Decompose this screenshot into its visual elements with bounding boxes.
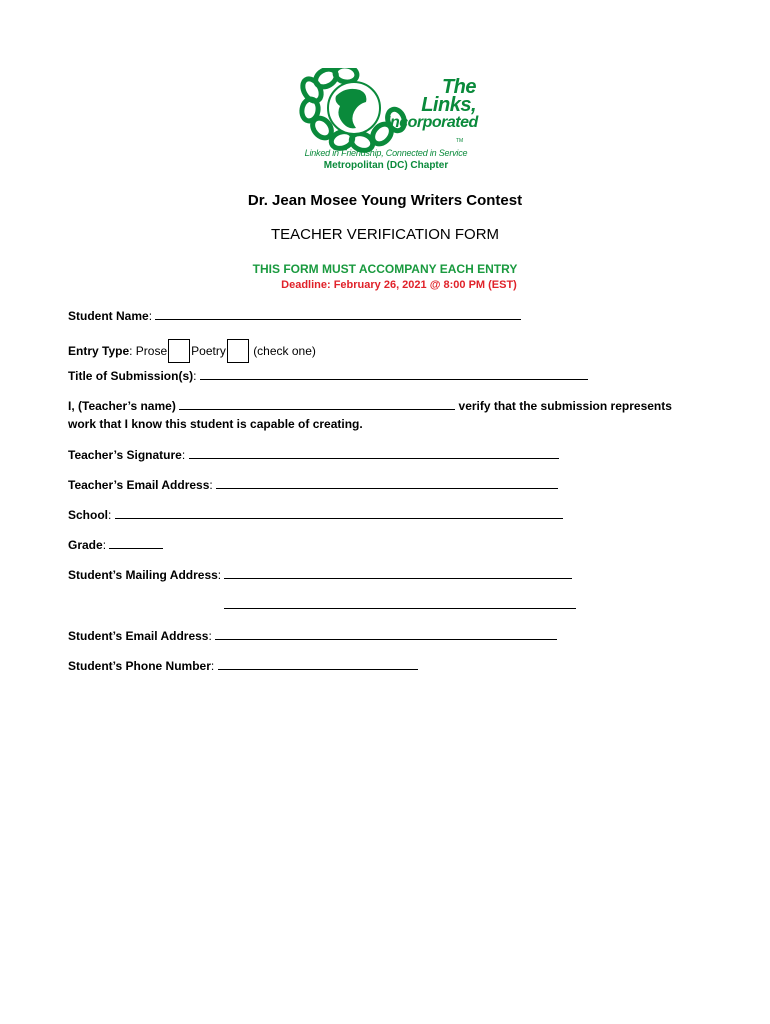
teacher-signature-row: Teacher’s Signature:	[68, 448, 559, 462]
poetry-checkbox[interactable]	[227, 339, 249, 363]
teacher-signature-field[interactable]	[189, 448, 559, 459]
trademark-mark: TM	[456, 138, 464, 144]
title-submission-field[interactable]	[200, 369, 588, 380]
logo-chapter: Metropolitan (DC) Chapter	[323, 160, 449, 171]
teacher-name-field[interactable]	[179, 399, 455, 410]
mailing-address-line2-row	[224, 598, 576, 612]
entry-type-row: Entry Type: Prose Poetry (check one)	[68, 339, 316, 363]
grade-label: Grade	[68, 538, 103, 552]
title-row: Title of Submission(s):	[68, 369, 588, 383]
logo-tagline: Linked in Friendship, Connected in Service	[304, 148, 468, 158]
grade-row: Grade:	[68, 538, 163, 552]
verify-text: verify that the submission represents	[458, 399, 672, 413]
mailing-address-row: Student’s Mailing Address:	[68, 568, 572, 582]
verify-text-line2: work that I know this student is capable of creating.	[68, 417, 363, 431]
accompany-notice: THIS FORM MUST ACCOMPANY EACH ENTRY	[252, 262, 518, 276]
form-title: TEACHER VERIFICATION FORM	[270, 226, 500, 243]
deadline-notice: Deadline: February 26, 2021 @ 8:00 PM (EST)	[281, 279, 517, 291]
student-email-row: Student’s Email Address:	[68, 629, 557, 643]
student-name-field[interactable]	[155, 309, 521, 320]
student-name-row: Student Name:	[68, 309, 521, 323]
school-row: School:	[68, 508, 563, 522]
mailing-address-field[interactable]	[224, 568, 572, 579]
student-phone-label: Student’s Phone Number	[68, 659, 211, 673]
poetry-label: Poetry	[191, 344, 226, 358]
mailing-address-field-line2[interactable]	[224, 598, 576, 609]
title-submission-label: Title of Submission(s)	[68, 369, 194, 383]
teacher-email-row: Teacher’s Email Address:	[68, 478, 558, 492]
school-field[interactable]	[115, 508, 563, 519]
student-phone-row: Student’s Phone Number:	[68, 659, 418, 673]
grade-field[interactable]	[109, 538, 163, 549]
teacher-signature-label: Teacher’s Signature	[68, 448, 182, 462]
prose-checkbox[interactable]	[168, 339, 190, 363]
prose-label: Prose	[135, 344, 168, 358]
teacher-name-row	[68, 399, 672, 413]
entry-type-label: Entry Type	[68, 344, 130, 358]
teacher-name-label: I, (Teacher’s name)	[68, 399, 176, 413]
teacher-email-label: Teacher’s Email Address	[68, 478, 210, 492]
logo-brand-text	[386, 78, 476, 132]
contest-title: Dr. Jean Mosee Young Writers Contest	[247, 192, 523, 209]
teacher-email-field[interactable]	[216, 478, 558, 489]
student-phone-field[interactable]	[218, 659, 418, 670]
student-name-label: Student Name	[68, 309, 149, 323]
school-label: School	[68, 508, 109, 522]
check-one-hint: (check one)	[253, 344, 316, 358]
student-email-field[interactable]	[215, 629, 557, 640]
mailing-address-label: Student’s Mailing Address	[68, 568, 218, 582]
links-logo	[296, 68, 476, 176]
logo-brand-line1: The Links,	[421, 76, 476, 116]
logo-brand-line2: Incorporated	[386, 114, 478, 131]
student-email-label: Student’s Email Address	[68, 629, 209, 643]
